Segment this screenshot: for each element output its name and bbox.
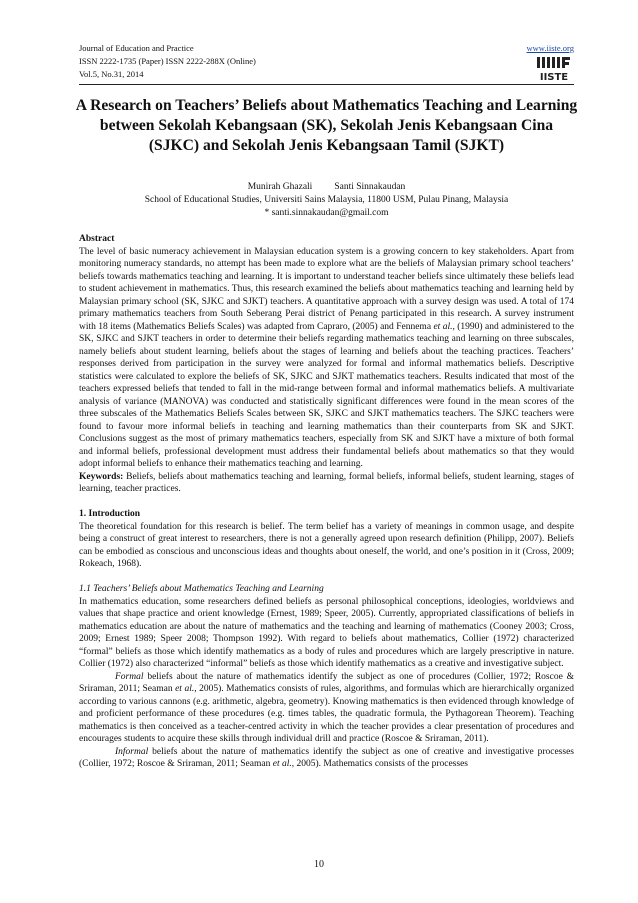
section-1-1-paragraph-1: In mathematics education, some researchers defined beliefs as personal philosophical conceptions, ideologies, worldviews and values that shape practice and orient knowledge (Ernest, 1989; Speer, 2005). Currently, appropriated classifications of beliefs in mathematics education are about the nature of mathematics and the teaching and learning of mathematics (Cooney 2003; Cross, 2009; Ernest 1989; Speer 2008; Thompson 1992). With regard to beliefs about mathematics, Collier (1972) characterized “formal” beliefs as those which identify mathematics as a body of rules and procedures which are largely prescriptive in nature. Collier (1972) also characterized “informal” beliefs as those which identify mathematics as a creative and investigative subject. [79, 596, 574, 669]
keywords [79, 471, 574, 496]
author-block [79, 181, 574, 220]
intro-text: The theoretical foundation for this research is belief. The term belief has a variety of meanings in common usage, and despite being a construct of great interest to researchers, there is not a generally agreed upon research definition (Philipp, 2007). Beliefs can be embodied as conscious and unconscious ideas and thoughts about oneself, the world, and one’s position in it (Cross, 2009; Rokeach, 1968). [79, 521, 574, 569]
author-1: Munirah Ghazali [247, 182, 313, 192]
section-1-1-paragraph-2: Formal beliefs about the nature of mathematics identify the subject as one of procedures (Collier, 1972; Roscoe & Sriraman, 2011; Seaman et al., 2005). Mathematics consists of rules, algorithms, and formulas which are hierarchically organized according to various cannons (e.g. arithmetic, algebra, geometry). Knowing mathematics is then evidenced through knowledge of and proficient performance of these procedures (e.g. times tables, the quadratic formula, the Pythagorean Theorem). Teaching mathematics is then conceived as a teacher-centred activity in which the teacher provides a clear presentation of procedures and encourages students to acquire these skills through individual drill and practice (Roscoe & Sriraman, 2011). [79, 671, 574, 744]
section-1-1-paragraph-3: Informal beliefs about the nature of mathematics identify the subject as one of creative and investigative processes (Collier, 1972; Roscoe & Sriraman, 2011; Seaman et al., 2005). Mathematics consists of the processes [79, 746, 574, 769]
abstract-text: The level of basic numeracy achievement in Malaysian education system is a growing concern to key stakeholders. Apart from monitoring numeracy standards, no attempt has been made to explore what are the beliefs of Malaysian primary school teachers’ beliefs towards mathematics teaching and learning. It is important to understand teacher beliefs since ultimately these beliefs lead to student achievement in mathematics. Thus, this research examined the beliefs about mathematics teaching and learning held by Malaysian primary school (SK, SJKC and SJKT) teachers. A quantitative approach with a survey design was used. A total of 174 primary mathematics teachers from South Seberang Perai district of Penang participated in this research. A survey instrument with 18 items (Mathematics Beliefs Scales) was adapted from Capraro, (2005) and Fennema et al., (1990) and administered to the SK, SJKC and SJKT teachers in order to determine their beliefs regarding mathematics teaching and learning on three subscales, namely beliefs about student learning, beliefs about the stages of learning and beliefs about the teaching practices. Teachers’ responses derived from participation in the survey were analyzed for formal and informal mathematics beliefs. Descriptive statistics were calculated to explore the beliefs of SK, SJKC and SJKT mathematics teachers. Results indicated that most of the teachers expressed beliefs that tended to fall in the mid-range between formal and informal mathematics beliefs. A multivariate analysis of variance (MANOVA) was conducted and statistically significant differences were found in the mean scores of the three subscales of the Mathematics Beliefs Scales between SK, SJKC and SJKT mathematics teachers. The SJKC teachers were found to favour more informal beliefs in teaching and learning mathematics than their counterparts from SK and SJKT. Conclusions suggest as the most of primary mathematics teachers, especially from SK and SJKT have a mixture of both formal and informal beliefs, professional development must address their fundamental beliefs about mathematics so that they would adopt informal beliefs to enhance their mathematics teaching and learning. [79, 246, 574, 469]
paper-body [79, 233, 574, 771]
intro-heading: 1. Introduction [79, 509, 141, 519]
author-email: * santi.sinnakaudan@gmail.com [264, 208, 389, 218]
section-1-1-heading: 1.1 Teachers’ Beliefs about Mathematics Teaching and Learning [79, 584, 324, 594]
iiste-logo [536, 55, 572, 83]
keywords-text: Beliefs, beliefs about mathematics teaching and learning, formal beliefs, informal beliefs, student learning, stages of learning, teacher practices. [79, 471, 574, 494]
journal-url-link[interactable]: www.iiste.org [526, 43, 574, 53]
paper-title: A Research on Teachers’ Beliefs about Mathematics Teaching and Learning between Sekolah Kebangsaan (SK), Sekolah Jenis Kebangsaan Cina (SJKC) and Sekolah Jenis Kebangsaan Tamil (SJKT) [75, 97, 578, 154]
journal-name: Journal of Education and Practice [79, 43, 194, 53]
header-rule [79, 84, 574, 85]
author-names [79, 181, 574, 194]
abstract-heading: Abstract [79, 234, 115, 244]
logo-text: IISTE [539, 72, 569, 83]
page-number: 10 [314, 859, 324, 870]
keywords-label: Keywords: [79, 471, 124, 482]
author-affiliation: School of Educational Studies, Universiti Sains Malaysia, 11800 USM, Pulau Pinang, Malaysia [144, 195, 509, 205]
author-2: Santi Sinnakaudan [334, 182, 406, 192]
journal-header [79, 42, 574, 81]
journal-volume: Vol.5, No.31, 2014 [79, 69, 144, 79]
journal-issn: ISSN 2222-1735 (Paper) ISSN 2222-288X (Online) [79, 56, 256, 66]
